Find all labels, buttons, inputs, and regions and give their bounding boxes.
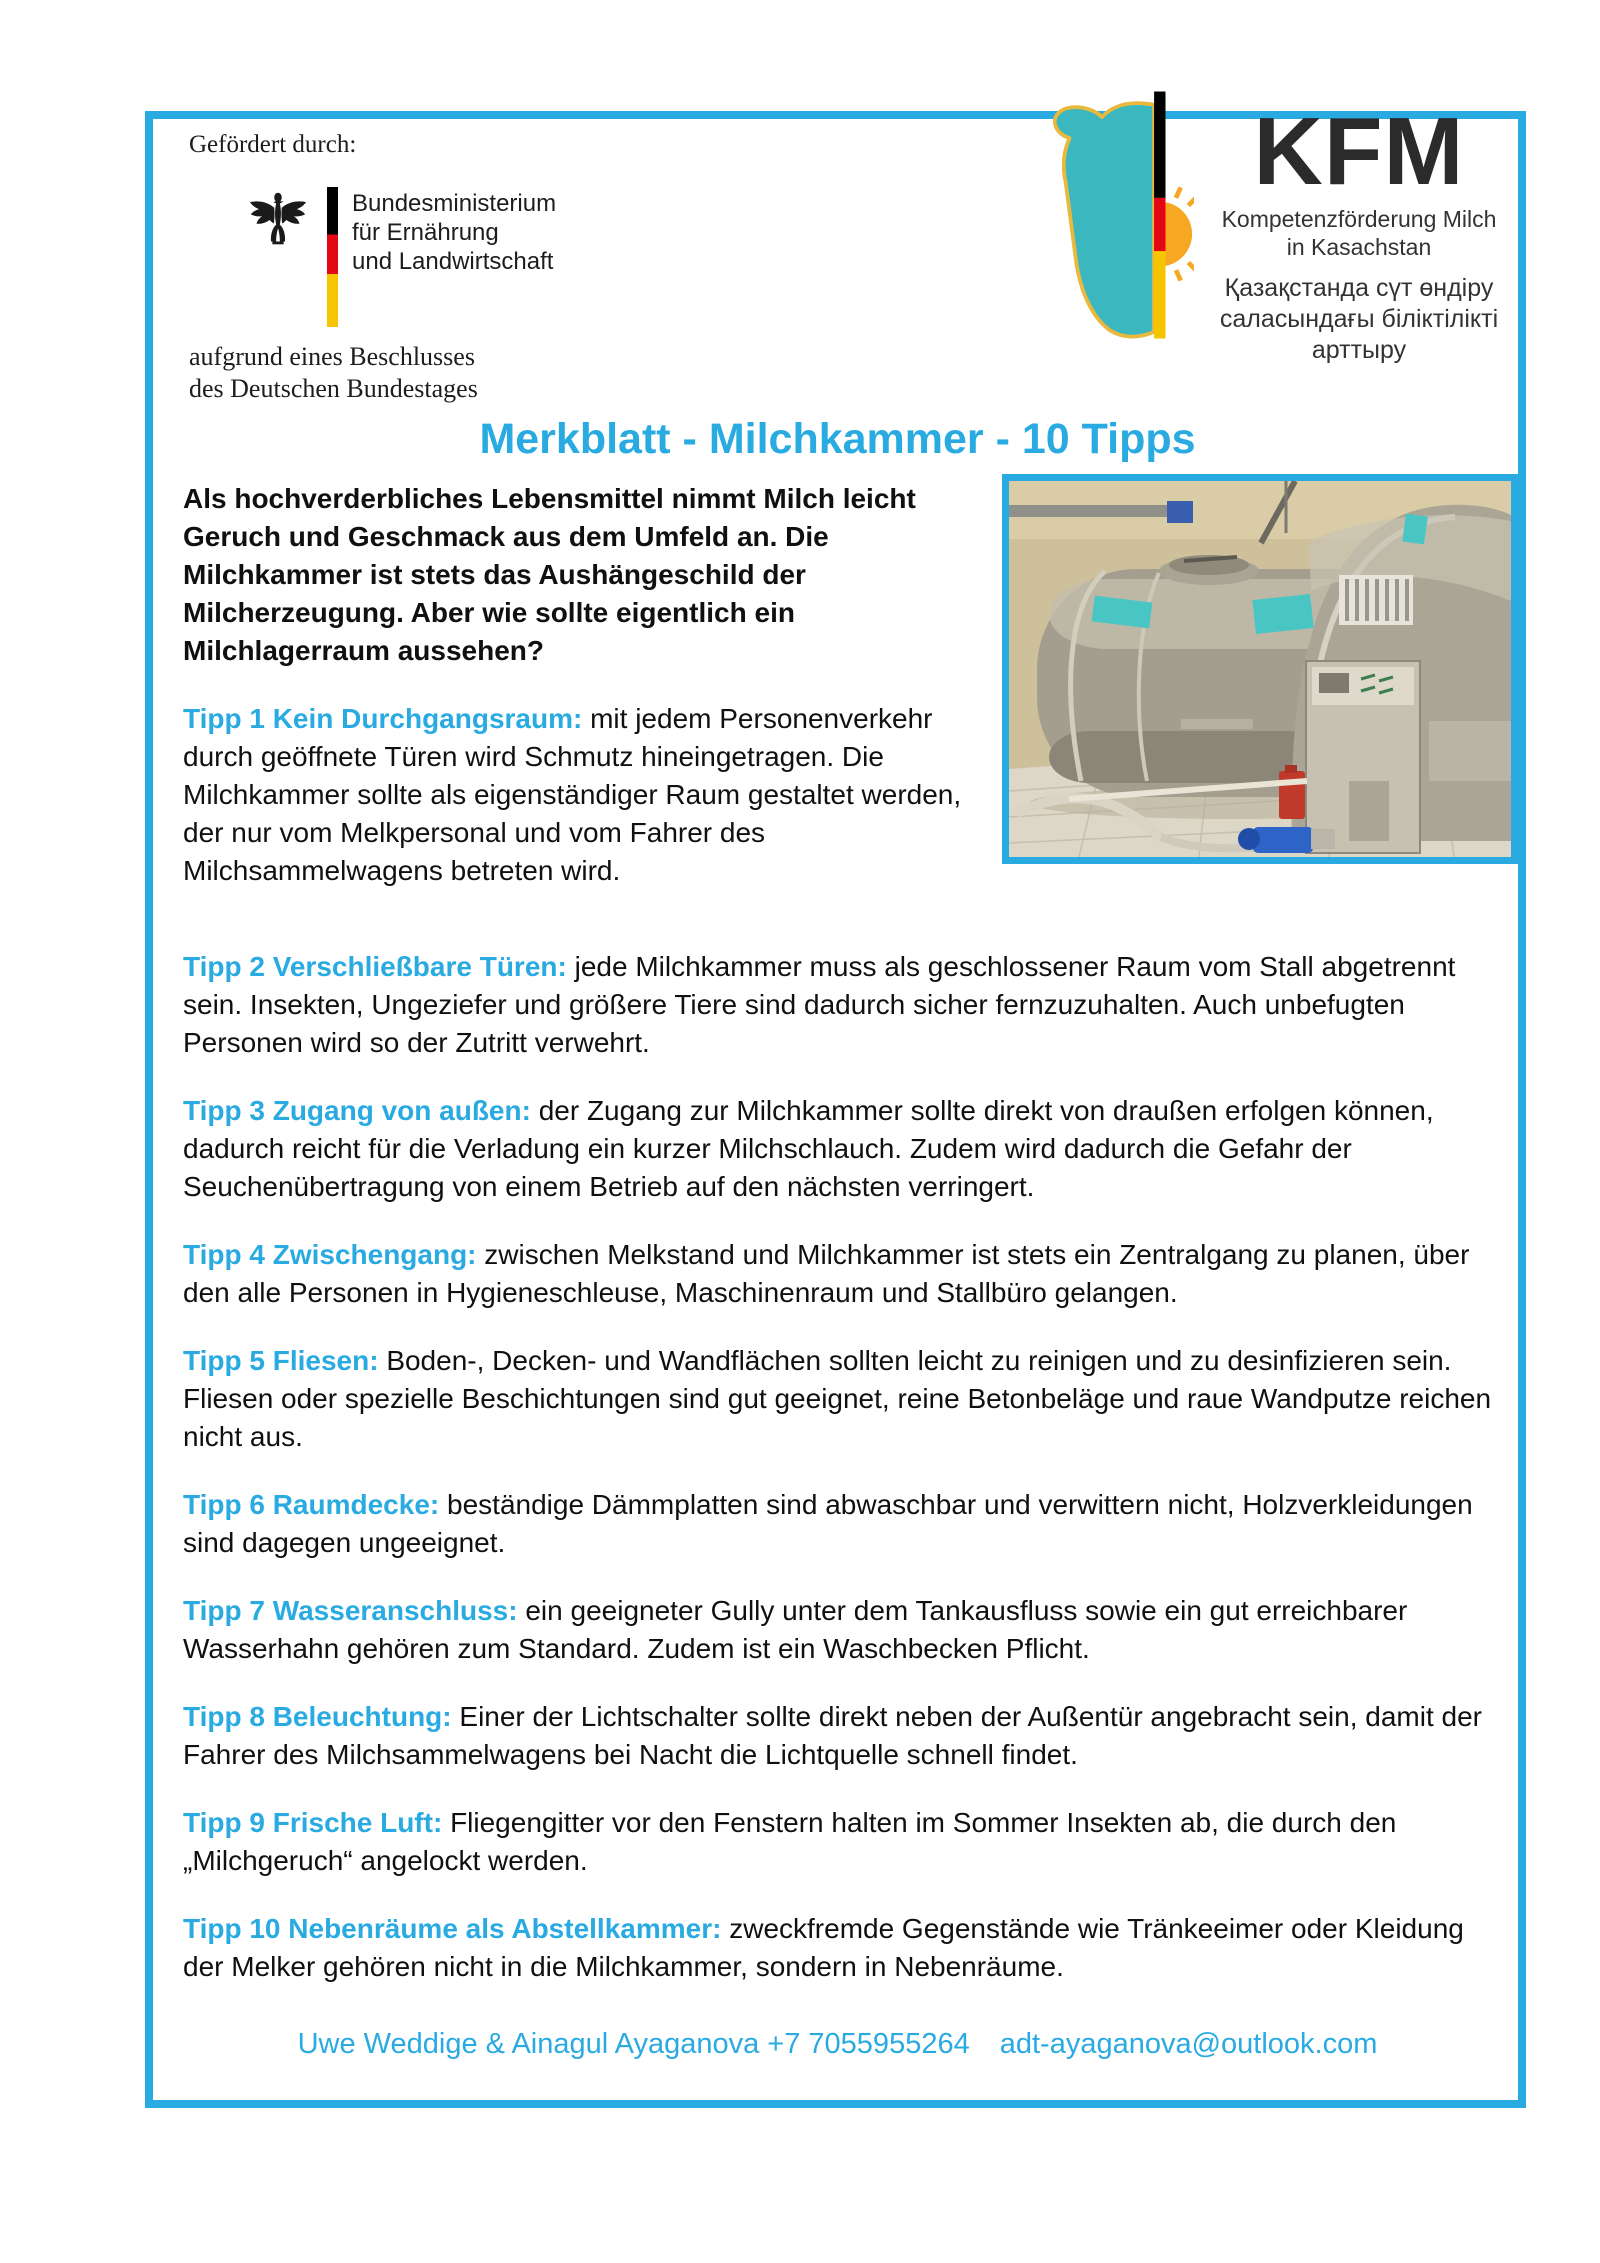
tip-2-label: Tipp 2 Verschließbare Türen: [183,951,567,982]
tip-9-label: Tipp 9 Frische Luft: [183,1807,443,1838]
ministry-name-line2: für Ernährung [352,219,499,246]
tip-10 [183,1910,1492,1986]
tip-3-text: der Zugang zur Milchkammer sollte direkt von draußen erfolgen können, dadurch reicht für die Verladung ein kurzer Milchschlauch. Zudem wird dadurch die Gefahr der Seuchenübertragung von einem Betrieb auf den nächsten verringert. [183,1095,1434,1202]
german-flag-stripe [1154,92,1165,339]
tip-4-text: zwischen Melkstand und Milchkammer ist stets ein Zentralgang zu planen, über den alle Personen in Hygieneschleuse, Maschinenraum und Stallbüro gelangen. [183,1239,1470,1308]
tip-4-label: Tipp 4 Zwischengang: [183,1239,477,1270]
tip-6-text: beständige Dämmplatten sind abwaschbar und verwittern nicht, Holzverkleidungen sind dagegen ungeeignet. [183,1489,1473,1558]
federal-eagle-icon [245,189,311,249]
ministry-name-line1: Bundesministerium [352,190,557,217]
resolution-line1: aufgrund eines Beschlusses [189,342,475,371]
tip-9 [183,1804,1492,1880]
tip-9-text: Fliegengitter vor den Fenstern halten im Sommer Insekten ab, die durch den „Milchgeruch“ angelockt werden. [183,1807,1397,1876]
resolution-line2: des Deutschen Bundestages [189,374,478,403]
tip-5 [183,1342,1492,1456]
page-border [145,98,1526,2108]
main-content [183,480,1492,2061]
ministry-name [352,187,556,276]
contact-names-phone: Uwe Weddige & Ainagul Ayaganova +7 7055955264 [297,2028,970,2060]
kfm-logo [1042,89,1520,366]
contact-email: adt-ayaganova@outlook.com [999,2028,1378,2060]
page-content [153,98,1518,2100]
kfm-kazakh-line1: Қазақстанда сүт өндіру [1224,274,1494,302]
tip-1 [183,700,985,890]
kfm-subtitle [1198,205,1520,261]
tip-1-text: mit jedem Personenverkehr durch geöffnete Türen wird Schmutz hineingetragen. Die Milchkammer sollte als eigenständiger Raum gestaltet werden, der nur vom Melkpersonal und vom Fahrer des Milchsammelwagens betreten wird. [183,703,962,886]
tip-2 [183,948,1492,1062]
tip-3-label: Tipp 3 Zugang von außen: [183,1095,531,1126]
kfm-kazakh-line2: саласындағы біліктілікті арттыру [1219,305,1499,364]
tip-8-text: Einer der Lichtschalter sollte direkt neben der Außentür angebracht sein, damit der Fahrer des Milchsammelwagens bei Nacht die Lichtquelle schnell findet. [183,1701,1482,1770]
tip-7-text: ein geeigneter Gully unter dem Tankausfluss sowie ein gut erreichbarer Wasserhahn gehören zum Standard. Zudem ist ein Waschbecken Pflicht. [183,1595,1408,1664]
footer-contact [183,2028,1492,2061]
page-title: Merkblatt - Milchkammer - 10 Tipps [479,415,1196,463]
kfm-acronym: KFM [1253,98,1465,205]
tip-10-label: Tipp 10 Nebenräume als Abstellkammer: [183,1913,722,1944]
tip-3 [183,1092,1492,1206]
ministry-name-line3: und Landwirtschaft [352,248,554,275]
tip-10-text: zweckfremde Gegenstände wie Tränkeeimer oder Kleidung der Melker gehören nicht in die Milchkammer, sondern in Nebenräume. [183,1913,1464,1982]
funded-by-label: Gefördert durch: [189,131,357,158]
tips-list [183,948,1492,1986]
tip-8-label: Tipp 8 Beleuchtung: [183,1701,452,1732]
tip-7 [183,1592,1492,1668]
tip-6 [183,1486,1492,1562]
kfm-subtitle-line2: in Kasachstan [1286,234,1432,260]
intro-paragraph: Als hochverderbliches Lebensmittel nimmt Milch leicht Geruch und Geschmack aus dem Umfeld an. Die Milchkammer ist stets das Aushängeschild der Milcherzeugung. Aber wie sollte eigentlich ein Milchlagerraum aussehen? [183,483,916,666]
tip-4 [183,1236,1492,1312]
tip-2-text: jede Milchkammer muss als geschlossener Raum vom Stall abgetrennt sein. Insekten, Ungeziefer und größere Tiere sind dadurch sicher fernzuzuhalten. Auch unbefugten Personen wird so der Zutritt verwehrt. [183,951,1456,1058]
tip-6-label: Tipp 6 Raumdecke: [183,1489,440,1520]
kfm-kazakh-text [1198,273,1520,366]
cow-head-icon [1042,89,1194,341]
kfm-text [1198,89,1520,366]
tip-5-label: Tipp 5 Fliesen: [183,1345,379,1376]
kfm-subtitle-line1: Kompetenzförderung Milch [1221,206,1497,232]
tip-8 [183,1698,1492,1774]
tip-1-label: Tipp 1 Kein Durchgangsraum: [183,703,583,734]
tip-5-text: Boden-, Decken- und Wandflächen sollten leicht zu reinigen und zu desinfizieren sein. Fliesen oder spezielle Beschichtungen sind gut geeignet, reine Betonbeläge und raue Wandputze reichen nicht aus. [183,1345,1492,1452]
ministry-flag-stripe [327,187,338,327]
tip-7-label: Tipp 7 Wasseranschluss: [183,1595,518,1626]
milk-cooling-tanks-photo [1002,474,1518,864]
